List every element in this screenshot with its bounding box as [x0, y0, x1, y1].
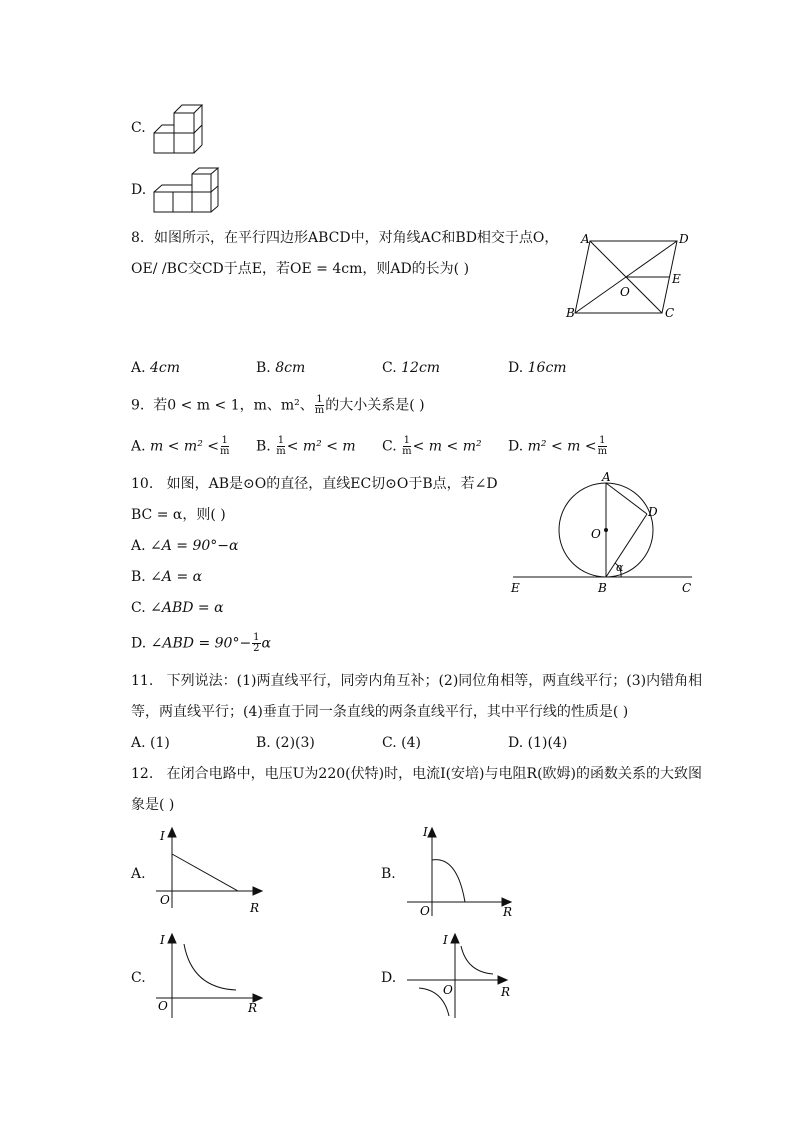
q8-label-c: C [665, 306, 675, 320]
q8-number: 8. [131, 230, 145, 246]
q11-stem-line1: 11. 下列说法：(1)两直线平行，同旁内角互补；(2)同位角相等，两直线平行；(3)内错角相 [131, 673, 703, 689]
q12-stem-line2: 象是( ) [131, 797, 175, 813]
q12-graph-c [150, 928, 270, 1020]
q7-option-c-figure [152, 100, 208, 156]
q7-option-d-figure [152, 166, 222, 218]
q12-b-y-label: I [423, 825, 428, 839]
q12-graph-a [150, 824, 270, 914]
q10-label-d: D [648, 505, 658, 519]
q10-option-b: B. ∠A = α [131, 569, 203, 585]
q9-stem: 9. 若0 < m < 1，m、m²、 $\frac{1}{m}$ 的大小关系是( ) [131, 394, 425, 416]
q9-option-c: C. $\frac{1}{m}$ < m < m² [382, 435, 482, 457]
q10-stem-line1: 10. 如图，AB是⊙O的直径，直线EC切⊙O于B点，若∠D [131, 476, 498, 492]
q10-label-c: C [682, 581, 692, 595]
q9-option-b: B. $\frac{1}{m}$ < m² < m [256, 435, 356, 457]
q11-option-a: A. (1) [131, 735, 170, 751]
q8-label-a: A [581, 232, 590, 246]
q8-label-d: D [679, 232, 689, 246]
q12-option-a-label: A. [131, 866, 146, 882]
q8-label-o: O [620, 285, 630, 299]
q12-b-origin: O [420, 904, 430, 918]
q12-d-x-label: R [501, 985, 511, 999]
q10-label-o: O [591, 527, 601, 541]
q12-option-d-label: D. [381, 970, 397, 986]
q9-option-a: A. m < m² < $\frac{1}{m}$ [131, 435, 230, 457]
q12-d-origin: O [443, 983, 453, 997]
q12-c-x-label: R [248, 1001, 258, 1015]
q10-stem-line2: BC = α，则( ) [131, 507, 226, 523]
q12-c-y-label: I [160, 933, 165, 947]
q7-option-d-label: D. [131, 182, 147, 198]
q11-option-d: D. (1)(4) [508, 735, 568, 751]
q12-graph-b [403, 822, 523, 918]
q11-option-b: B. (2)(3) [256, 735, 315, 751]
q8-parallelogram-figure [560, 226, 700, 326]
q12-stem-line1: 12. 在闭合电路中，电压U为220(伏特)时，电流I(安培)与电阻R(欧姆)的函数关系的大致图 [131, 766, 702, 782]
q12-c-origin: O [158, 999, 168, 1013]
q12-option-c-label: C. [131, 970, 146, 986]
q8-option-c: C. 12cm [382, 360, 441, 376]
q10-center-dot [604, 528, 608, 532]
q8-stem-line2: OE/ /BC交CD于点E，若OE = 4cm，则AD的长为( ) [131, 261, 470, 277]
q12-option-b-label: B. [381, 866, 396, 882]
q8-option-a: A. 4cm [131, 360, 181, 376]
q8-option-d: D. 16cm [508, 360, 567, 376]
q8-option-b: B. 8cm [256, 360, 306, 376]
q8-label-e: E [672, 272, 681, 286]
q12-b-x-label: R [503, 905, 513, 918]
q12-a-y-label: I [160, 829, 165, 843]
q12-d-y-label: I [443, 933, 448, 947]
q8-stem-line1: 如图所示，在平行四边形ABCD中，对角线AC和BD相交于点O， [154, 230, 559, 246]
q12-a-origin: O [160, 893, 170, 907]
q9-option-d: D. m² < m < $\frac{1}{m}$ [508, 435, 608, 457]
q10-label-b: B [598, 581, 607, 595]
q11-option-c: C. (4) [382, 735, 421, 751]
q12-graph-d [403, 928, 523, 1020]
q12-a-x-label: R [250, 901, 260, 914]
q10-label-alpha: α [616, 561, 624, 574]
q10-label-a: A [602, 470, 611, 484]
q11-stem-line2: 等，两直线平行；(4)垂直于同一条直线的两条直线平行，其中平行线的性质是( ) [131, 704, 629, 720]
q10-option-c: C. ∠ABD = α [131, 600, 224, 616]
q10-circle-figure [505, 470, 700, 598]
q10-label-e: E [511, 581, 520, 595]
q8-label-b: B [566, 306, 575, 320]
q7-option-c-label: C. [131, 120, 146, 136]
q10-option-d: D. ∠ABD = 90°− $\frac{1}{2}$ α [131, 632, 272, 654]
q10-option-a: A. ∠A = 90°−α [131, 538, 239, 554]
